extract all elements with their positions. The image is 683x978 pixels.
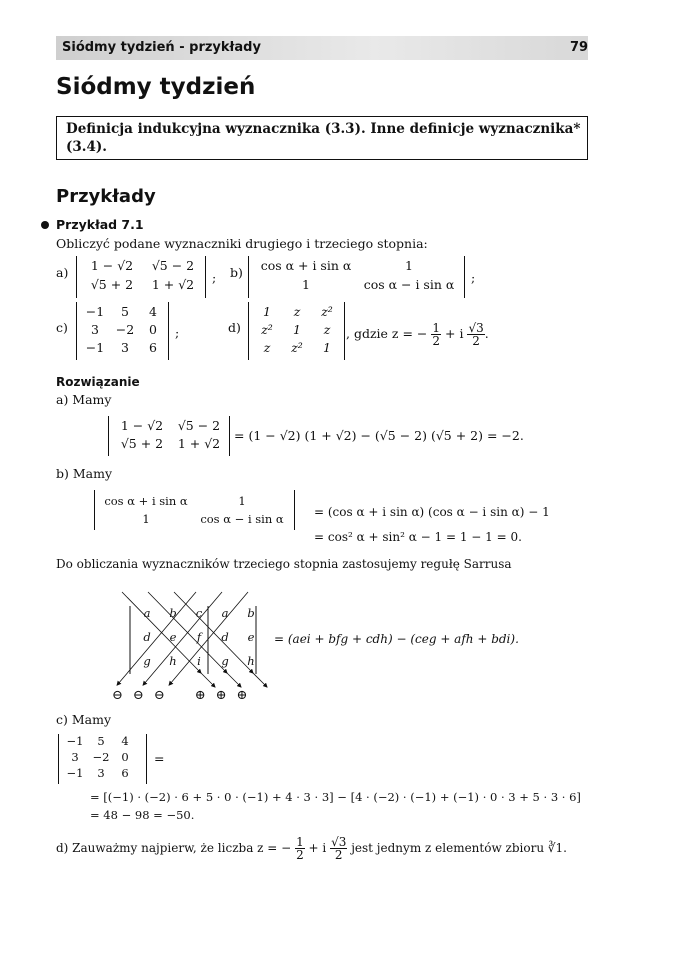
cell: 1 [263, 304, 271, 319]
cell: h [247, 654, 255, 668]
cell: √5 + 2 [120, 436, 164, 451]
cell: 1 [238, 494, 246, 508]
cell: a [221, 606, 229, 620]
cell: 1 − √2 [120, 418, 164, 433]
d-text-post: jest jednym z elementów zbioru ∛1. [351, 841, 567, 855]
cell: cos α − i sin α [363, 277, 455, 292]
where-clause [346, 322, 489, 347]
den: 2 [296, 848, 304, 862]
cell: g [143, 654, 151, 668]
cell: 1 [293, 322, 301, 337]
matrix-c [80, 304, 166, 355]
sign-row [112, 688, 247, 703]
cell: 0 [121, 750, 129, 764]
solution-b-result-1: = (cos α + i sin α) (cos α − i sin α) − 1 [314, 505, 550, 519]
cell: c [195, 606, 203, 620]
solution-b-result-2: = cos² α + sin² α − 1 = 1 − 1 = 0. [314, 530, 522, 544]
cell: −1 [85, 304, 105, 319]
cell: 6 [149, 340, 157, 355]
cell: b [247, 606, 255, 620]
fraction [467, 322, 484, 347]
cell: e [247, 630, 255, 644]
example-task: Obliczyć podane wyznaczniki drugiego i trzeciego stopnia: [56, 236, 428, 251]
label-b: b) [230, 265, 243, 280]
cell: 3 [121, 340, 129, 355]
page-title: Siódmy tydzień [56, 74, 256, 100]
cell: √5 + 2 [90, 277, 134, 292]
solution-c-eq: = [154, 751, 165, 766]
cell: a [143, 606, 151, 620]
semicolon: ; [471, 270, 476, 285]
cell: −1 [66, 766, 84, 780]
running-title: Siódmy tydzień - przykłady [62, 40, 261, 55]
cell: 1 + √2 [151, 277, 195, 292]
cell: z [263, 340, 271, 355]
cell: i [197, 654, 201, 668]
bullet [41, 221, 49, 229]
cell: cos α + i sin α [104, 494, 188, 508]
cell: 4 [149, 304, 157, 319]
cell: −2 [115, 322, 135, 337]
cell: z [293, 304, 301, 319]
cell: z² [321, 304, 333, 319]
solution-c-calc-2: = 48 − 98 = −50. [90, 808, 195, 822]
matrix-a [82, 258, 204, 292]
cell: 0 [149, 322, 157, 337]
label-c: c) [56, 320, 68, 335]
cell: −1 [85, 340, 105, 355]
sarrus-formula: = (aei + bfg + cdh) − (ceg + afh + bdi). [274, 632, 519, 646]
cell: 1 [302, 277, 310, 292]
cell: cos α + i sin α [260, 258, 352, 273]
label-d: d) [228, 320, 241, 335]
cell: 1 [323, 340, 331, 355]
minus-sign-icon: ⊖ [153, 688, 165, 703]
cell: z [323, 322, 331, 337]
minus-sign-icon: ⊖ [112, 688, 123, 703]
solution-c-matrix [62, 734, 136, 780]
minus-sign-icon: ⊖ [132, 688, 144, 703]
fraction [330, 836, 347, 861]
solution-heading: Rozwiązanie [56, 375, 140, 389]
plus-sign-icon: ⊕ [194, 688, 206, 703]
solution-a-matrix [114, 418, 228, 451]
definition-line-2: (3.4). [66, 139, 107, 155]
den: 2 [334, 848, 343, 862]
label-a: a) [56, 265, 69, 280]
where-text: , gdzie z = − [346, 326, 428, 341]
period: . [484, 326, 489, 341]
cell: d [221, 630, 229, 644]
cell: 3 [91, 322, 99, 337]
cell: b [169, 606, 177, 620]
cell: 5 [97, 734, 105, 748]
cell: 4 [121, 734, 129, 748]
fraction [295, 836, 305, 861]
sarrus-letters [134, 606, 264, 668]
example-title: Przykład 7.1 [56, 217, 144, 232]
matrix-b [254, 258, 460, 292]
d-text-pre: d) Zauważmy najpierw, że liczba z = − [56, 841, 292, 855]
cell: 1 [405, 258, 413, 273]
solution-c-intro: c) Mamy [56, 712, 112, 727]
cell: 5 [121, 304, 129, 319]
num: 1 [296, 835, 304, 849]
section-heading: Przykłady [56, 186, 156, 207]
definition-line-1: Definicja indukcyjna wyznacznika (3.3). Inne definicje wyznacznika* [66, 121, 581, 137]
plus-sign-icon: ⊕ [215, 688, 227, 703]
cell: z² [291, 340, 303, 355]
cell: 3 [71, 750, 79, 764]
semicolon: ; [212, 270, 217, 285]
cell: f [196, 630, 202, 644]
cell: g [221, 654, 229, 668]
den: 2 [472, 334, 480, 348]
cell: d [143, 630, 151, 644]
den: 2 [432, 334, 441, 348]
cell: 6 [121, 766, 129, 780]
cell: √5 − 2 [177, 418, 221, 433]
sarrus-text: Do obliczania wyznaczników trzeciego stopnia zastosujemy regułę Sarrusa [56, 557, 512, 571]
cell: e [169, 630, 177, 644]
num: 1 [432, 321, 441, 335]
solution-b-matrix [98, 494, 290, 526]
solution-d-text [56, 836, 567, 861]
cell: √5 − 2 [151, 258, 195, 273]
cell: h [169, 654, 177, 668]
cell: cos α − i sin α [200, 512, 284, 526]
cell: 3 [97, 766, 105, 780]
cell: z² [261, 322, 273, 337]
cell: 1 [142, 512, 150, 526]
page-number: 79 [570, 40, 589, 55]
num: √3 [331, 835, 347, 849]
solution-a-intro: a) Mamy [56, 392, 112, 407]
solution-c-calc-1: = [(−1) · (−2) · 6 + 5 · 0 · (−1) + 4 · 3 · 3] − [4 · (−2) · (−1) + (−1) · 0 · 3 + 5 · 3 · 6] [90, 790, 581, 804]
semicolon: ; [175, 325, 180, 340]
fraction [431, 322, 441, 347]
plus-i: + i [308, 841, 327, 855]
cell: −1 [66, 734, 84, 748]
plus-sign-icon: ⊕ [236, 688, 248, 703]
plus-i: + i [445, 326, 464, 341]
cell: 1 − √2 [90, 258, 134, 273]
cell: 1 + √2 [177, 436, 221, 451]
matrix-d [252, 304, 342, 355]
solution-a-result: = (1 − √2) (1 + √2) − (√5 − 2) (√5 + 2) = −2. [234, 428, 524, 443]
num: √3 [468, 321, 484, 335]
cell: −2 [92, 750, 110, 764]
solution-b-intro: b) Mamy [56, 466, 113, 481]
